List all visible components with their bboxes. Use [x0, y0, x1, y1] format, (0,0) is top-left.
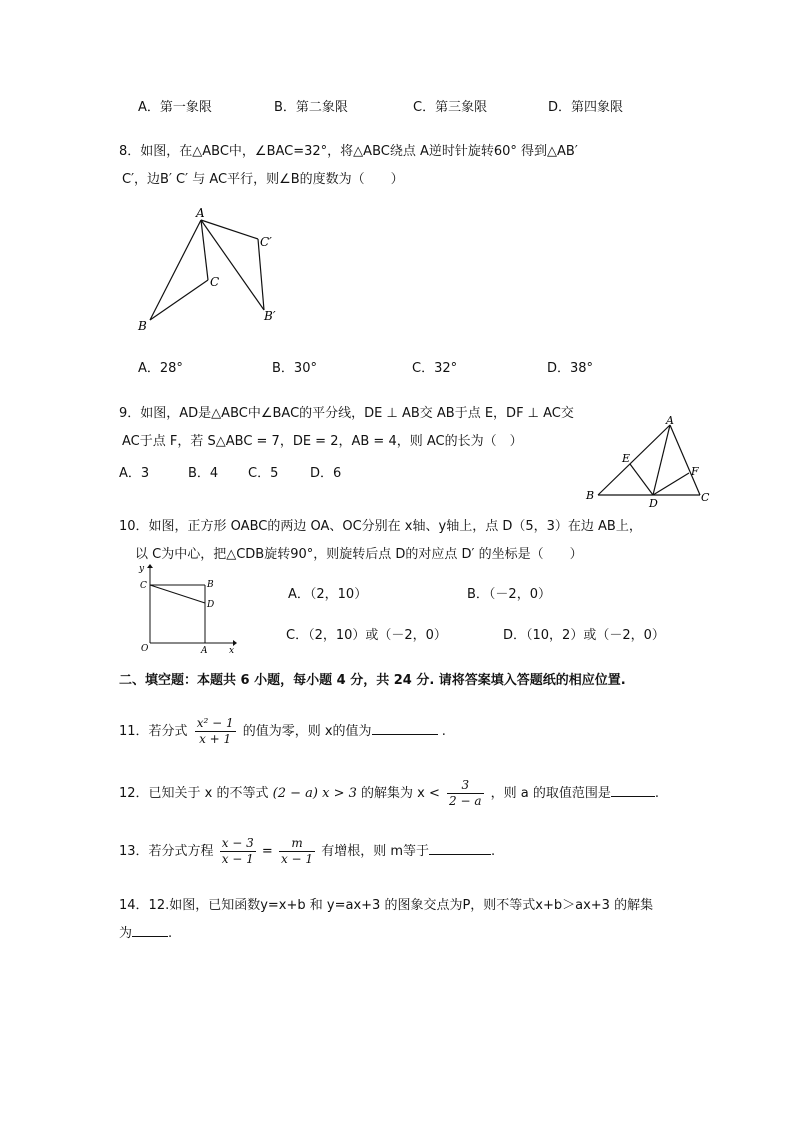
q10-label-o: O — [141, 644, 149, 653]
q12-answer-blank — [611, 784, 655, 797]
q7-option-c: C．第三象限 — [413, 100, 488, 115]
q11-end: . — [441, 724, 446, 739]
q7-option-b: B．第二象限 — [274, 100, 348, 115]
q10-option-a: A．（2，10） — [288, 587, 368, 602]
q12 — [119, 778, 659, 809]
q14-stem-line2 — [119, 922, 172, 941]
q10-option-c: C．（2，10）或（－2，0） — [286, 628, 447, 643]
q8-option-a: A．28° — [138, 361, 183, 376]
q13-equals: = — [261, 844, 273, 859]
q10-option-d: D．（10，2）或（－2，0） — [503, 628, 665, 643]
q10-option-b: B．（－2，0） — [467, 587, 551, 602]
q9-option-a: A．3 — [119, 466, 150, 481]
q11-prefix: 11．若分式 — [119, 724, 188, 739]
q14-end: . — [168, 926, 173, 941]
q11-numerator: x² − 1 — [196, 716, 234, 730]
q10-label-b: B — [207, 580, 214, 590]
q12-suffix: ，则 a 的取值范围是 — [490, 786, 611, 801]
q10-figure — [133, 561, 238, 653]
q9-label-a: A — [666, 415, 674, 427]
q13-end: . — [491, 844, 496, 859]
q11 — [119, 716, 446, 747]
q9-stem-line1: 9．如图，AD是△ABC中∠BAC的平分线，DE ⊥ AB交 AB于点 E，DF ⊥ AC交 — [119, 406, 574, 421]
q9-option-d: D．6 — [310, 466, 342, 481]
q8-option-c: C．32° — [412, 361, 458, 376]
q7-option-a: A．第一象限 — [138, 100, 212, 115]
q12-inequality: (2 − a) x > 3 — [272, 786, 357, 801]
q10-label-y: y — [139, 564, 145, 574]
q11-answer-blank — [372, 722, 438, 735]
q14-prefix: 为 — [119, 926, 133, 941]
q10-label-x: x — [229, 646, 235, 653]
q13 — [119, 836, 495, 867]
q9-figure — [580, 415, 715, 507]
q10-label-d: D — [207, 600, 215, 610]
q8-label-b: B — [138, 319, 147, 333]
q13-prefix: 13．若分式方程 — [119, 844, 214, 859]
q8-stem-line1: 8．如图，在△ABC中，∠BAC=32°，将△ABC绕点 A逆时针旋转60° 得到△AB′ — [119, 144, 578, 159]
q8-label-cprime: C′ — [260, 235, 272, 249]
q8-stem-line2: C′，边B′ C′ 与 AC平行，则∠B的度数为（ ） — [122, 172, 404, 187]
q12-numerator: 3 — [447, 778, 483, 794]
q8-option-d: D．38° — [547, 361, 594, 376]
q12-prefix: 12．已知关于 x 的不等式 — [119, 786, 269, 801]
q9-label-c: C — [701, 491, 710, 504]
q11-fraction — [195, 716, 236, 747]
q11-suffix: 的值为零，则 x的值为 — [242, 724, 372, 739]
q13-answer-blank — [429, 842, 491, 855]
q10-stem-line2: 以 C为中心，把△CDB旋转90°，则旋转后点 D的对应点 D′ 的坐标是（ ） — [135, 547, 583, 562]
q12-fraction — [447, 778, 483, 809]
q8-label-bprime: B′ — [264, 309, 276, 323]
q8-figure — [130, 200, 290, 335]
q9-label-d: D — [649, 497, 658, 507]
q14-stem-line1: 14．12.如图，已知函数y=x+b 和 y=ax+3 的图象交点为P，则不等式x+b＞ax+3 的解集 — [119, 898, 654, 913]
q13-denominator-left: x − 1 — [221, 852, 254, 866]
q12-mid: 的解集为 x < — [361, 786, 440, 801]
q8-option-b: B．30° — [272, 361, 317, 376]
q12-denominator: 2 − a — [449, 794, 482, 808]
q12-end: . — [654, 786, 660, 801]
q9-label-b: B — [586, 489, 595, 502]
q9-option-b: B．4 — [188, 466, 219, 481]
section-2-heading: 二、填空题：本题共 6 小题，每小题 4 分，共 24 分. 请将答案填入答题纸的相应位置. — [119, 673, 626, 688]
q9-label-e: E — [622, 452, 631, 465]
q13-fraction-left — [220, 836, 256, 867]
q9-option-c: C．5 — [248, 466, 279, 481]
q13-numerator-left: x − 3 — [221, 836, 254, 850]
q10-stem-line1: 10．如图，正方形 OABC的两边 OA、OC分别在 x轴、y轴上，点 D（5，3）在边 AB上， — [119, 519, 642, 534]
q13-fraction-right — [279, 836, 315, 867]
q13-numerator-right: m — [279, 836, 315, 852]
q9-label-f: F — [691, 465, 699, 478]
q13-denominator-right: x − 1 — [280, 852, 314, 866]
q14-answer-blank — [132, 924, 168, 937]
q8-label-c: C — [210, 275, 220, 289]
q11-denominator: x + 1 — [199, 732, 232, 746]
q8-label-a: A — [196, 206, 205, 220]
q7-option-d: D．第四象限 — [548, 100, 624, 115]
q10-label-c: C — [140, 581, 147, 591]
q10-label-a: A — [201, 646, 208, 653]
q13-suffix: 有增根，则 m等于 — [321, 844, 429, 859]
q9-stem-line2: AC于点 F，若 S△ABC = 7，DE = 2，AB = 4，则 AC的长为（ ） — [122, 434, 523, 449]
